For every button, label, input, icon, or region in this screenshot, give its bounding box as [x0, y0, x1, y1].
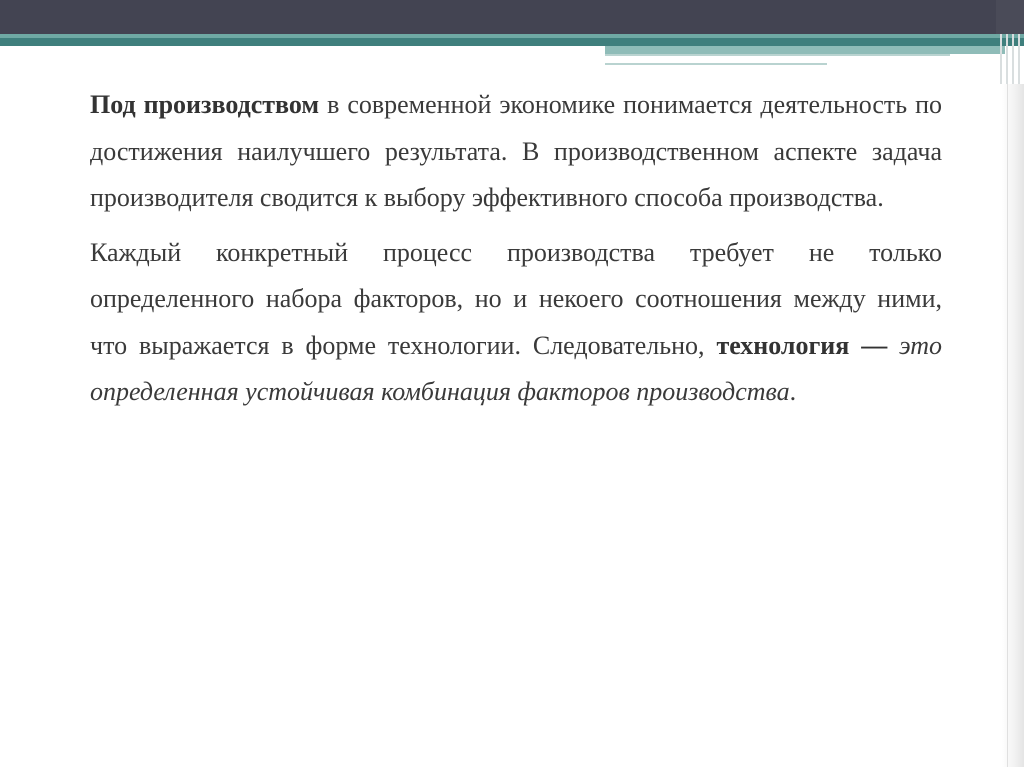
page-edge [1002, 84, 1024, 767]
slide-body [90, 82, 942, 424]
paragraph-technology-text: Каждый конкретный процесс производства требует не только определенного набора факторов, но и некоего соотношения между ними, что выражается в форме технологии. Следовательно, [90, 237, 942, 360]
header-thin-line [605, 54, 950, 56]
header-dark-bar [0, 0, 1024, 34]
page-edge-line [1007, 84, 1008, 767]
header-thin-line [605, 63, 827, 65]
technology-definition: это определенная устойчивая комбинация факторов производства [90, 330, 942, 406]
paragraph-end-period: . [789, 377, 797, 406]
term-technology: технология — [716, 330, 888, 360]
corner-dark-block [996, 0, 1024, 34]
header-light-strip [605, 46, 1005, 54]
paragraph-production [90, 82, 942, 222]
paragraph-technology [90, 230, 942, 416]
term-production: Под производством [90, 90, 320, 119]
corner-stripes [996, 0, 1024, 84]
header-teal-bar [0, 38, 1024, 46]
paragraph-production-text: в современной экономике понимается деятельность по достижения наилучшего результата. В производственном аспекте задача производителя сводится к выбору эффективного способа производства. [90, 90, 943, 212]
